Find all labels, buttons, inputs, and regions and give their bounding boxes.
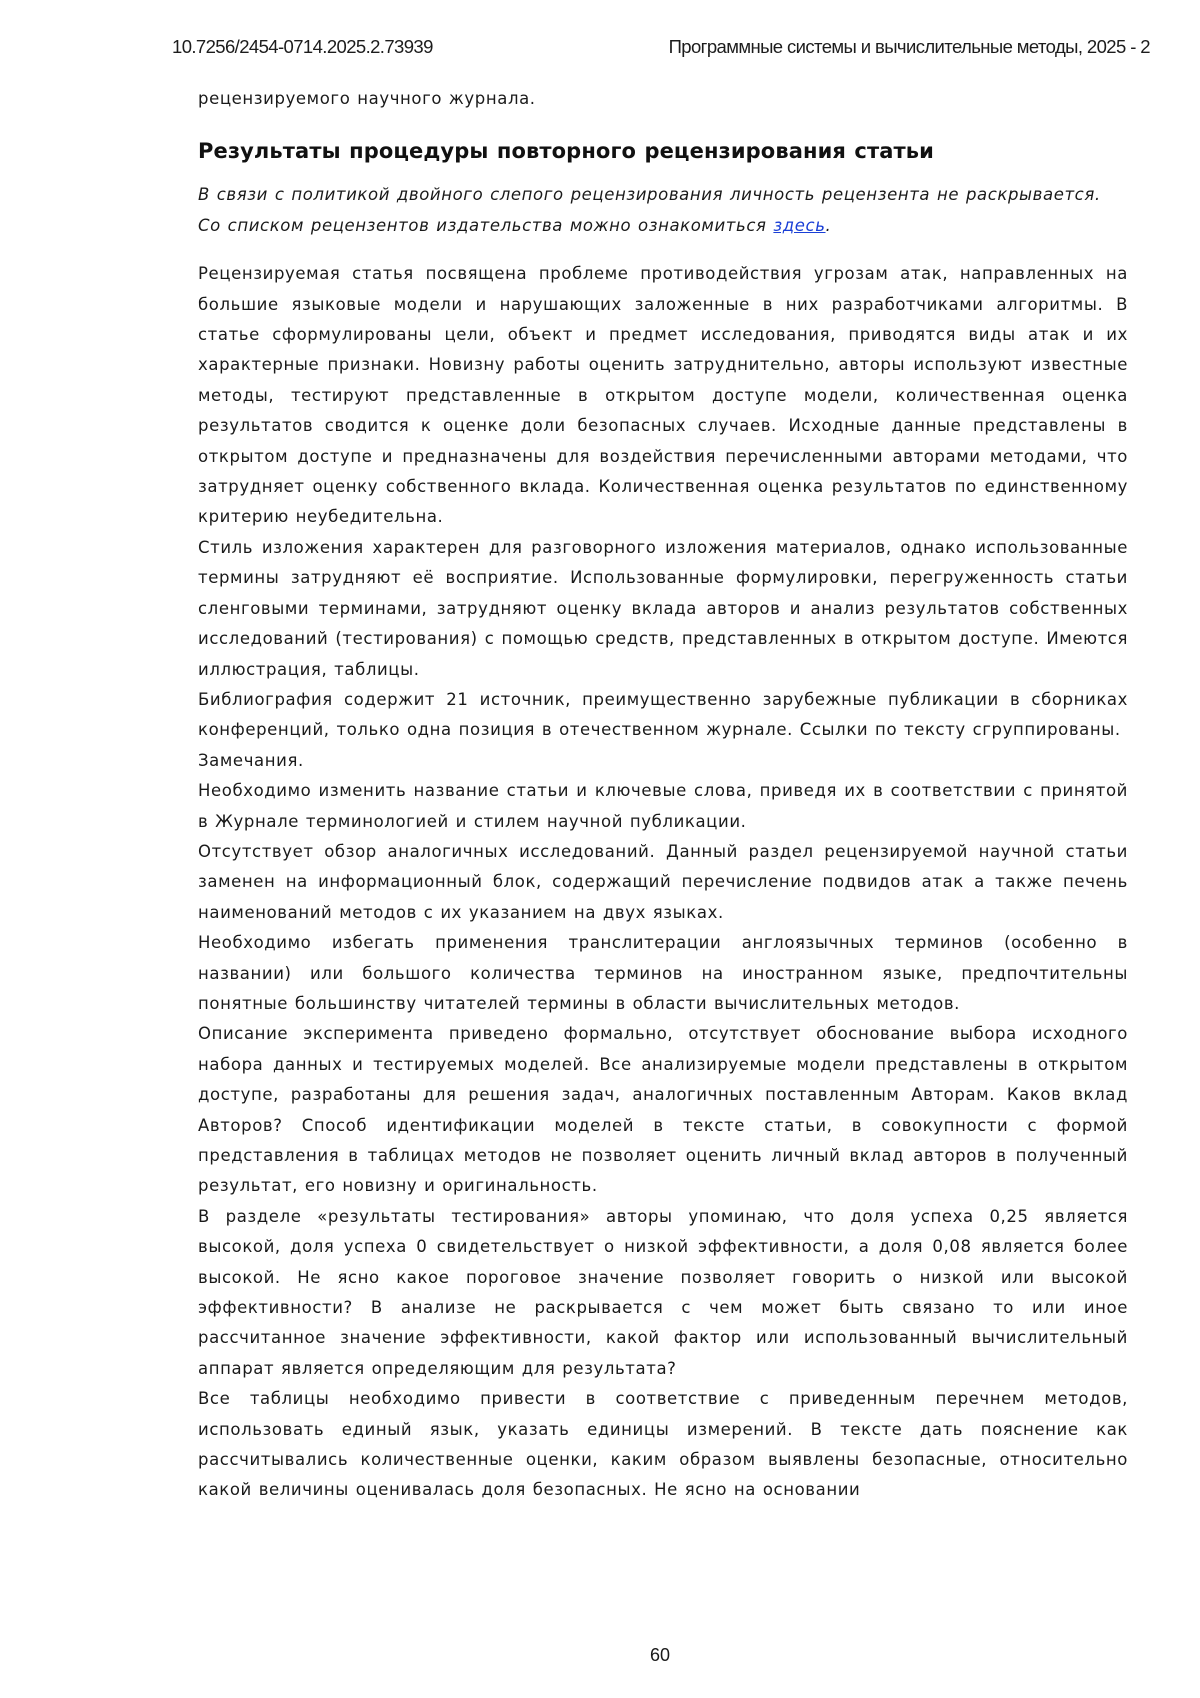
reviewers-link[interactable]: здесь [773,215,826,235]
review-paragraph-9: В разделе «результаты тестирования» авторы упоминаю, что доля успеха 0,25 является высокой, доля успеха 0 свидетельствует о низкой эффективности, а доля 0,08 является более высокой. Не ясно какое пороговое значение позволяет говорить о низкой или высокой эффективности? В анализе не раскрывается с чем может быть связано то или иное рассчитанное значение эффективности, какой фактор или использованный вычислительный аппарат является определяющим для результата? [198,1206,1128,1378]
running-header [172,36,1150,62]
review-paragraph-1: Рецензируемая статья посвящена проблеме противодействия угрозам атак, направленных на большие языковые модели и нарушающих заложенные в них разработчиками алгоритмы. В статье сформулированы цели, объект и предмет исследования, приводятся виды атак и их характерные признаки. Новизну работы оценить затруднительно, авторы используют известные методы, тестируют представленные в открытом доступе модели, количественная оценка результатов сводится к оценке доли безопасных случаев. Исходные данные представлены в открытом доступе и предназначены для воздействия перечисленными авторами методами, что затрудняет оценку собственного вклада. Количественная оценка результатов по единственному критерию неубедительна. [198,264,1128,527]
review-paragraph-10: Все таблицы необходимо привести в соответствие с приведенным перечнем методов, использовать единый язык, указать единицы измерений. В тексте дать пояснение как рассчитывались количественные оценки, каким образом выявлены безопасные, относительно какой величины оценивалась доля безопасных. Не ясно на основании [198,1389,1128,1500]
review-paragraph-2: Стиль изложения характерен для разговорного изложения материалов, однако использованные термины затрудняют её восприятие. Использованные формулировки, перегруженность статьи сленговыми терминами, затрудняют оценку вклада авторов и анализ результатов собственных исследований (тестирования) с помощью средств, представленных в открытом доступе. Имеются иллюстрация, таблицы. [198,537,1128,679]
remarks-heading: Замечания. [198,750,304,770]
review-paragraph-3: Библиография содержит 21 источник, преимущественно зарубежные публикации в сборниках конференций, только одна позиция в отечественном журнале. Ссылки по тексту сгруппированы. [198,689,1128,740]
section-title: Результаты процедуры повторного рецензирования статьи [198,139,934,164]
notice-line-2 [198,211,1128,241]
review-paragraph-5: Необходимо изменить название статьи и ключевые слова, приведя их в соответствии с принятой в Журнале терминологией и стилем научной публикации. [198,781,1128,831]
journal-title: Программные системы и вычислительные методы, 2025 - 2 [668,36,1150,57]
page-number: 60 [649,1645,671,1665]
notice-line-2-suffix: . [825,215,832,235]
doi-label: 10.7256/2454-0714.2025.2.73939 [172,36,433,57]
lead-text: рецензируемого научного журнала. [198,89,536,108]
review-notice [198,180,1128,241]
review-paragraph-6: Отсутствует обзор аналогичных исследований. Данный раздел рецензируемой научной статьи заменен на информационный блок, содержащий перечисление подвидов атак а также печень наименований методов с их указанием на двух языках. [198,841,1128,922]
notice-line-2-prefix: Со списком рецензентов издательства можно ознакомиться [198,215,774,235]
notice-line-1: В связи с политикой двойного слепого рецензирования личность рецензента не раскрывается. [198,185,1101,205]
article-body [198,84,1128,1506]
review-paragraph-7: Необходимо избегать применения транслитерации англоязычных терминов (особенно в названии) или большого количества терминов на иностранном языке, предпочтительны понятные большинству читателей термины в области вычислительных методов. [198,933,1128,1013]
review-paragraph-8: Описание эксперимента приведено формально, отсутствует обоснование выбора исходного набора данных и тестируемых моделей. Все анализируемые модели представлены в открытом доступе, разработаны для решения задач, аналогичных поставленным Авторам. Каков вклад Авторов? Способ идентификации моделей в тексте статьи, в совокупности с формой представления в таблицах методов не позволяет оценить личный вклад авторов в полученный результат, его новизну и оригинальность. [198,1024,1128,1196]
